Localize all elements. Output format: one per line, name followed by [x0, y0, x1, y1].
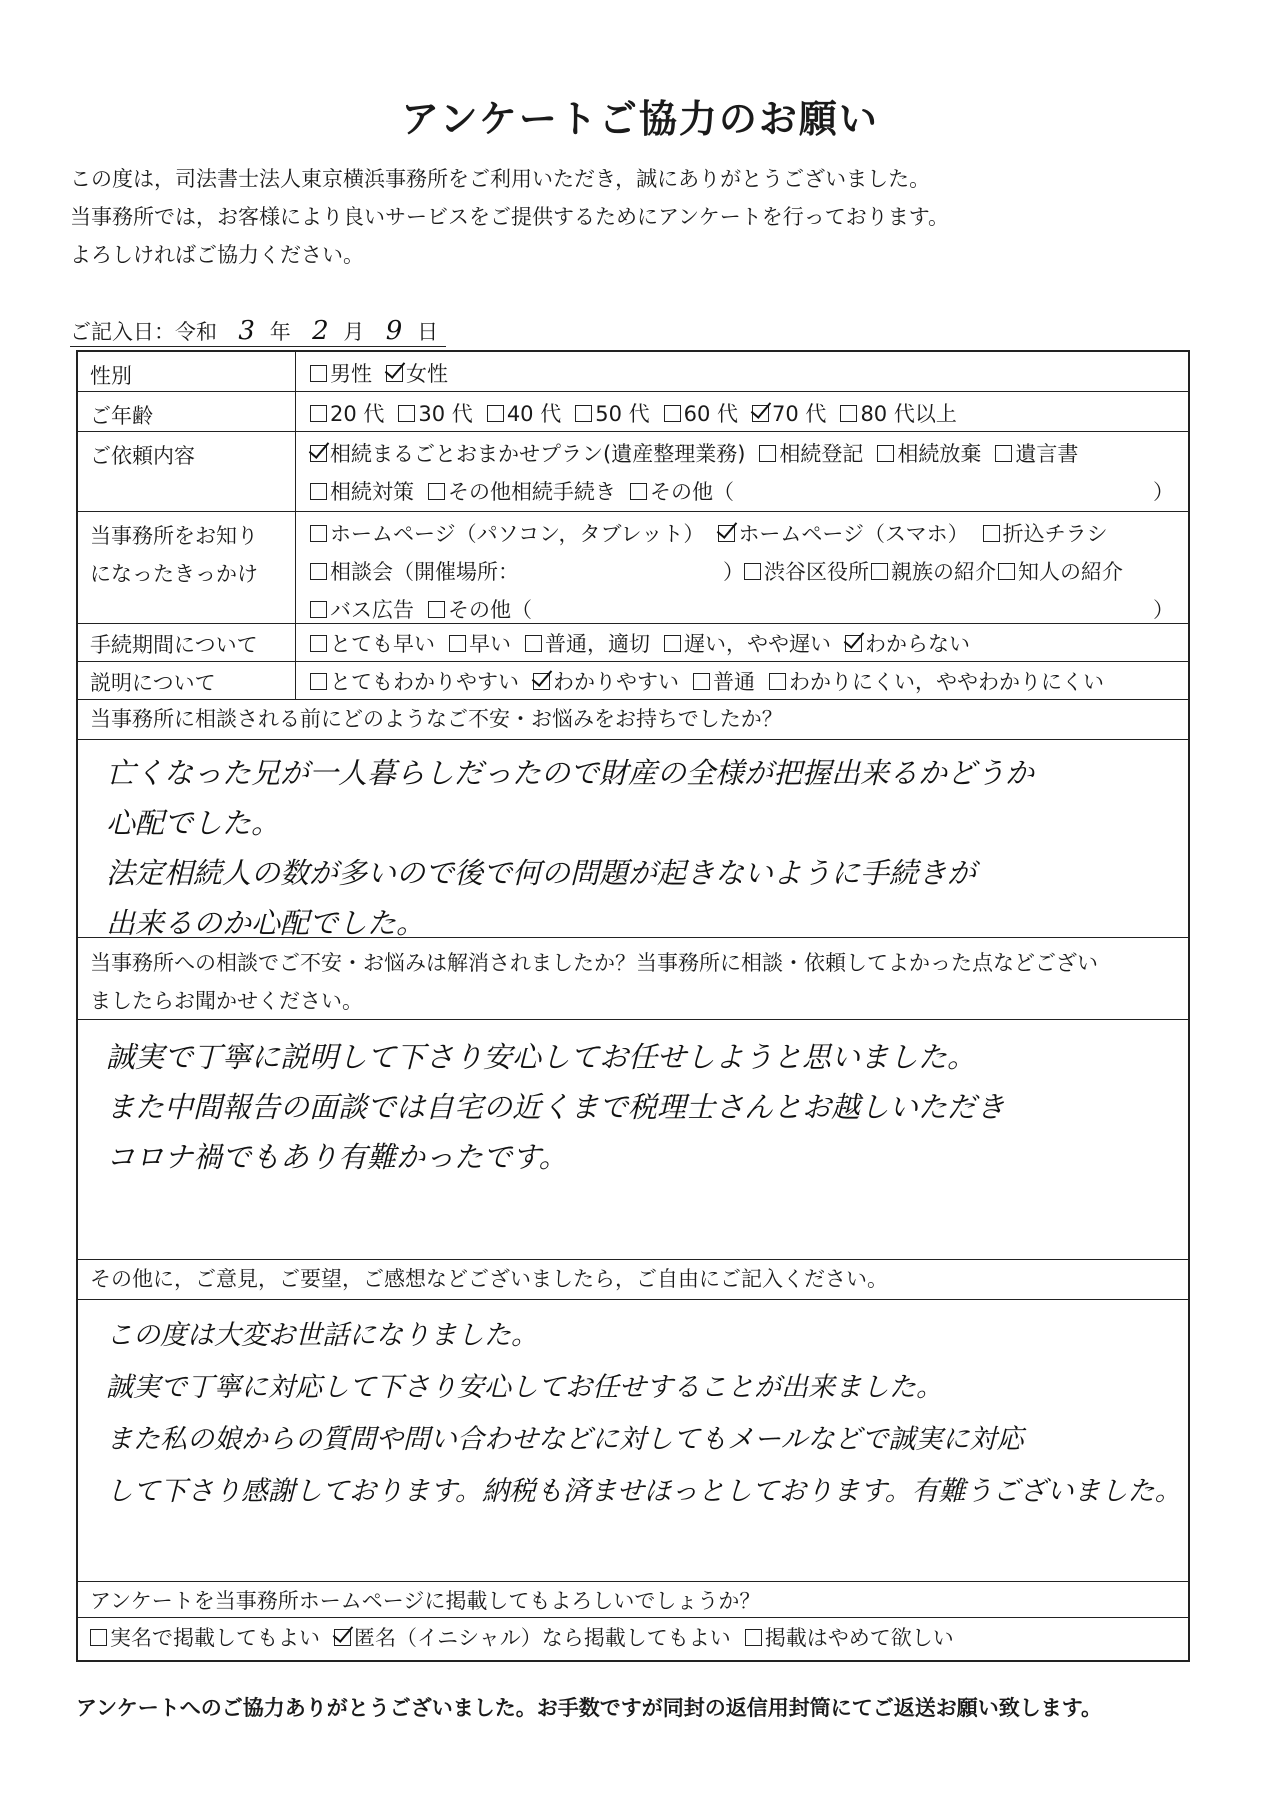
option-label: 掲載はやめて欲しい — [764, 1626, 954, 1650]
gender-row — [78, 352, 1188, 392]
checkbox[interactable] — [693, 673, 710, 690]
checkbox-option[interactable] — [664, 625, 831, 663]
checkbox[interactable] — [310, 525, 327, 542]
option-label: 渋谷区役所 — [764, 560, 869, 584]
explanation-row — [78, 662, 1188, 700]
option-label: 匿名（イニシャル）なら掲載してもよい — [354, 1626, 731, 1650]
checkbox-option[interactable] — [90, 1618, 320, 1658]
option-label: わかりやすい — [553, 670, 679, 694]
checkbox-option[interactable] — [769, 663, 1104, 701]
checkbox-group — [310, 663, 1188, 701]
intro-line: この度は，司法書士法人東京横浜事務所をご利用いただき，誠にありがとうございました。 — [70, 167, 931, 191]
source-row — [78, 512, 1188, 624]
checkbox-option[interactable] — [630, 473, 734, 511]
date-year-unit: 年 — [269, 320, 291, 344]
close-paren: ） — [723, 560, 744, 584]
checkbox[interactable] — [840, 405, 857, 422]
date-month-handwritten: 2 — [312, 316, 329, 346]
publish-question: アンケートを当事務所ホームページに掲載してもよろしいでしょうか？ — [78, 1582, 1188, 1618]
q2-answer-handwritten — [78, 1020, 1188, 1260]
checkbox[interactable] — [428, 601, 445, 618]
answer-line: この度は大変お世話になりました。 — [106, 1320, 538, 1351]
checkbox[interactable] — [310, 673, 327, 690]
checkbox-option[interactable] — [759, 435, 863, 473]
checkbox-option[interactable] — [840, 395, 956, 433]
q1-question: 当事務所に相談される前にどのようなご不安・お悩みをお持ちでしたか？ — [78, 700, 1188, 740]
checkbox-group — [310, 355, 1188, 393]
checkbox[interactable] — [525, 635, 542, 652]
checkbox[interactable] — [983, 525, 1000, 542]
checkbox[interactable] — [398, 405, 415, 422]
q3-answer-handwritten — [78, 1300, 1188, 1582]
option-label: とても早い — [330, 632, 435, 656]
checkbox[interactable] — [998, 563, 1015, 580]
checkbox-group — [90, 1618, 968, 1658]
checkbox-option[interactable] — [310, 473, 414, 511]
checkbox[interactable] — [449, 635, 466, 652]
checkbox-checked[interactable] — [718, 525, 735, 542]
option-label: 遅い，やや遅い — [684, 632, 831, 656]
survey-form — [76, 350, 1190, 1662]
survey-title: アンケートご協力のお願い — [401, 97, 879, 141]
checkbox-option[interactable] — [310, 625, 435, 663]
option-label: 知人の紹介 — [1018, 560, 1123, 584]
checkbox-option[interactable] — [871, 553, 996, 591]
option-label: その他（ — [650, 480, 734, 504]
checkbox-option[interactable] — [334, 1618, 731, 1658]
checkbox-option[interactable] — [533, 663, 679, 701]
checkbox[interactable] — [630, 483, 647, 500]
checkbox-option[interactable] — [752, 395, 826, 433]
checkbox[interactable] — [744, 563, 761, 580]
close-paren: ） — [1153, 480, 1174, 504]
option-label: 20 代 — [330, 402, 385, 426]
entry-date — [70, 316, 446, 347]
source-label — [78, 512, 296, 623]
checkbox[interactable] — [310, 563, 327, 580]
option-label: バス広告 — [330, 598, 414, 622]
source-label-line: 当事務所をお知り — [90, 524, 258, 548]
option-label: その他（ — [448, 598, 532, 622]
checkbox-checked[interactable] — [845, 635, 862, 652]
period-row — [78, 624, 1188, 662]
option-label: 相談会（開催場所： — [330, 560, 519, 584]
option-label: 相続登記 — [779, 442, 864, 466]
option-label: わかりにくい，ややわかりにくい — [789, 670, 1104, 694]
checkbox-option[interactable] — [718, 515, 968, 553]
checkbox[interactable] — [310, 483, 327, 500]
checkbox-checked[interactable] — [386, 365, 403, 382]
option-label: 普通 — [713, 670, 755, 694]
footer-note: アンケートへのご協力ありがとうございました。お手数ですが同封の返信用封筒にてご返送お願い致します。 — [76, 1696, 1103, 1720]
checkbox-option[interactable] — [877, 435, 981, 473]
option-label: 折込チラシ — [1002, 522, 1108, 546]
option-label: 70 代 — [772, 402, 827, 426]
option-label: 80 代以上 — [860, 402, 957, 426]
gender-label: 性別 — [78, 352, 296, 391]
checkbox-option[interactable] — [449, 625, 511, 663]
checkbox[interactable] — [995, 445, 1012, 462]
option-label: わからない — [865, 632, 970, 656]
intro-text — [70, 160, 949, 274]
checkbox-group — [310, 480, 748, 504]
checkbox-option[interactable] — [487, 395, 561, 433]
checkbox-group — [744, 560, 1125, 584]
checkbox[interactable] — [769, 673, 786, 690]
option-label: その他相続手続き — [448, 480, 616, 504]
option-label: 女性 — [406, 362, 448, 386]
answer-line: また中間報告の面談では自宅の近くまで税理士さんとお越しいただき — [106, 1090, 1006, 1124]
checkbox[interactable] — [428, 483, 445, 500]
checkbox[interactable] — [664, 635, 681, 652]
request-row — [78, 432, 1188, 512]
checkbox-option[interactable] — [310, 395, 384, 433]
age-label: ご年齢 — [78, 392, 296, 431]
q3-question: その他に，ご意見，ご要望，ご感想などございましたら，ご自由にご記入ください。 — [78, 1260, 1188, 1300]
checkbox[interactable] — [487, 405, 504, 422]
option-label: 男性 — [330, 362, 372, 386]
checkbox-option[interactable] — [310, 663, 519, 701]
checkbox-group — [310, 395, 1188, 433]
answer-line: コロナ禍でもあり有難かったです。 — [106, 1140, 568, 1174]
answer-line: 亡くなった兄が一人暮らしだったので財産の全様が把握出来るかどうか — [106, 756, 1035, 790]
request-label: ご依頼内容 — [78, 432, 296, 511]
checkbox-option[interactable] — [525, 625, 650, 663]
checkbox-checked[interactable] — [310, 445, 327, 462]
checkbox-checked[interactable] — [752, 405, 769, 422]
source-label-line: になったきっかけ — [90, 562, 258, 586]
option-label: 30 代 — [418, 402, 473, 426]
checkbox-option[interactable] — [745, 1618, 954, 1658]
option-label: 50 代 — [595, 402, 650, 426]
option-label: 遺言書 — [1015, 442, 1079, 466]
checkbox-option[interactable] — [995, 435, 1078, 473]
checkbox[interactable] — [310, 365, 327, 382]
answer-line: 心配でした。 — [106, 806, 281, 840]
checkbox-option[interactable] — [386, 355, 448, 393]
option-label: 40 代 — [506, 402, 562, 426]
checkbox-option[interactable] — [575, 395, 649, 433]
q2-question — [78, 938, 1188, 1020]
date-prefix: ご記入日：令和 — [70, 320, 217, 344]
checkbox-group — [310, 435, 1188, 473]
checkbox-checked[interactable] — [533, 673, 550, 690]
checkbox[interactable] — [310, 635, 327, 652]
checkbox-group — [310, 515, 1188, 553]
checkbox[interactable] — [745, 1629, 762, 1646]
answer-line: 出来るのか心配でした。 — [106, 906, 426, 940]
answer-line: 誠実で丁寧に説明して下さり安心してお任せしようと思いました。 — [106, 1040, 977, 1074]
age-row — [78, 392, 1188, 432]
checkbox-option[interactable] — [845, 625, 970, 663]
option-label: 相続対策 — [330, 480, 414, 504]
checkbox-option[interactable] — [398, 395, 472, 433]
checkbox-option[interactable] — [744, 553, 869, 591]
checkbox-option[interactable] — [693, 663, 755, 701]
option-label: ホームページ（スマホ） — [738, 522, 969, 546]
checkbox-group — [310, 598, 546, 622]
intro-line: 当事務所では，お客様により良いサービスをご提供するためにアンケートを行っております。 — [70, 205, 950, 229]
checkbox-option[interactable] — [310, 435, 745, 473]
checkbox[interactable] — [871, 563, 888, 580]
close-paren: ） — [1153, 598, 1174, 622]
explanation-label: 説明について — [78, 662, 296, 699]
option-label: 普通，適切 — [545, 632, 650, 656]
answer-line: して下さり感謝しております。納税も済ませほっとしております。有難うございました。 — [106, 1476, 1182, 1507]
option-label: 実名で掲載してもよい — [110, 1626, 320, 1650]
checkbox-group — [310, 625, 1188, 663]
checkbox[interactable] — [310, 405, 327, 422]
date-month-unit: 月 — [343, 320, 365, 344]
q1-answer-handwritten — [78, 740, 1188, 938]
checkbox[interactable] — [310, 601, 327, 618]
question-line: ましたらお聞かせください。 — [90, 989, 363, 1013]
checkbox[interactable] — [575, 405, 592, 422]
option-label: 相続放棄 — [897, 442, 982, 466]
checkbox[interactable] — [759, 445, 776, 462]
answer-line: また私の娘からの質問や問い合わせなどに対してもメールなどで誠実に対応 — [106, 1424, 1024, 1455]
period-label: 手続期間について — [78, 624, 296, 661]
question-line: 当事務所への相談でご不安・お悩みは解消されましたか？当事務所に相談・依頼してよかった点などござい — [90, 951, 1098, 975]
date-day-unit: 日 — [417, 320, 439, 344]
checkbox-option[interactable] — [310, 515, 704, 553]
checkbox-option[interactable] — [310, 553, 519, 591]
answer-line: 法定相続人の数が多いので後で何の問題が起きないように手続きが — [106, 856, 977, 890]
checkbox[interactable] — [877, 445, 894, 462]
checkbox-checked[interactable] — [334, 1629, 351, 1646]
date-day-handwritten: 9 — [385, 316, 403, 346]
date-year-handwritten: 3 — [238, 316, 255, 346]
intro-line: よろしければご協力ください。 — [70, 243, 364, 267]
option-label: とてもわかりやすい — [330, 670, 519, 694]
option-label: 早い — [469, 632, 511, 656]
option-label: 相続まるごとおまかせプラン(遺産整理業務) — [330, 442, 746, 466]
checkbox[interactable] — [90, 1629, 107, 1646]
checkbox-option[interactable] — [998, 553, 1123, 591]
answer-line: 誠実で丁寧に対応して下さり安心してお任せすることが出来ました。 — [106, 1372, 943, 1403]
option-label: ホームページ（パソコン，タブレット） — [330, 522, 705, 546]
checkbox-option[interactable] — [664, 395, 738, 433]
checkbox-option[interactable] — [310, 355, 372, 393]
checkbox-option[interactable] — [983, 515, 1108, 553]
option-label: 親族の紹介 — [891, 560, 996, 584]
checkbox-option[interactable] — [428, 473, 616, 511]
checkbox[interactable] — [664, 405, 681, 422]
option-label: 60 代 — [683, 402, 739, 426]
